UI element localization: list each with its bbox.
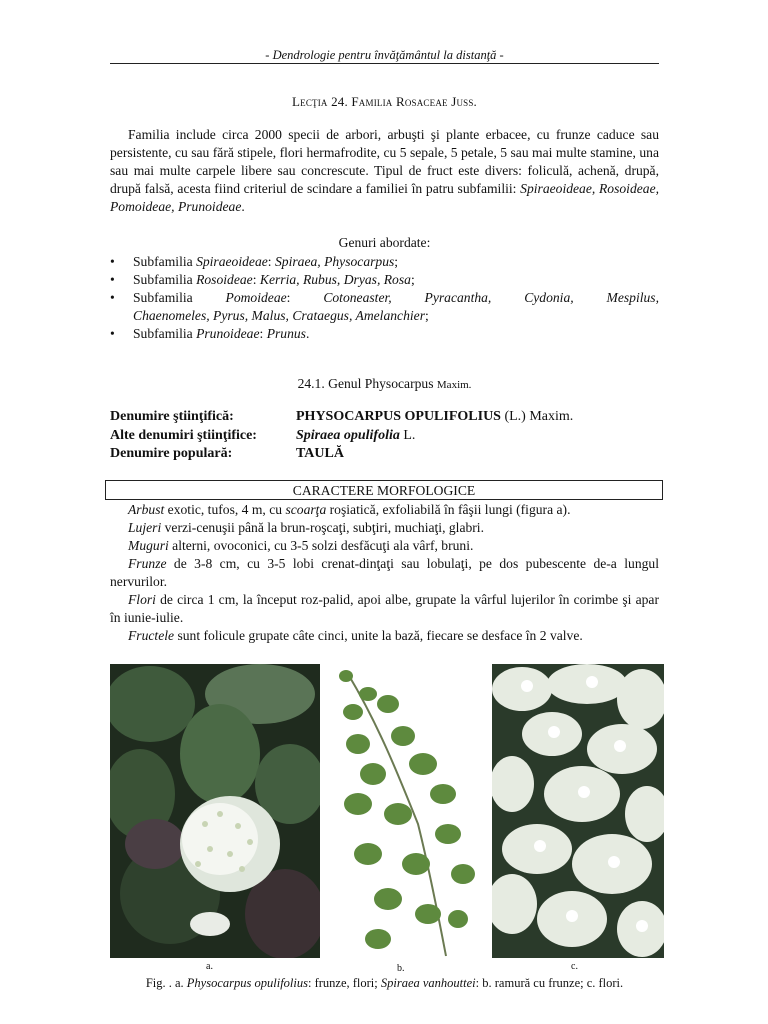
names-table bbox=[110, 408, 659, 464]
header-rule bbox=[110, 63, 659, 64]
genus-author: Maxim. bbox=[436, 379, 472, 391]
subfamily-genera: Prunus bbox=[266, 326, 306, 341]
photo-label-b: b. bbox=[397, 963, 405, 974]
list-item: • Subfamilia Prunoideae: Prunus. bbox=[110, 326, 310, 341]
bullet-icon: • bbox=[110, 290, 115, 305]
morph-paragraph: Muguri alterni, ovoconici, cu 3-5 solzi desfăcuţi ala vârf, bruni. bbox=[128, 538, 474, 553]
morph-paragraph: Frunze de 3-8 cm, cu 3-5 lobi crenat-dinţaţi sau lobulaţi, pe dos pubescente de-a lungul nervurilor. bbox=[110, 556, 659, 589]
other-names-row bbox=[110, 427, 659, 446]
list-item: • Subfamilia Spiraeoideae: Spiraea, Physocarpus; bbox=[110, 254, 399, 269]
morph-paragraph: Flori de circa 1 cm, la început roz-palid, apoi albe, grupate la vârful lujerilor în corimbe şi apar în iunie-iulie. bbox=[110, 592, 659, 625]
scientific-name-value: PHYSOCARPUS OPULIFOLIUS (L.) Maxim. bbox=[296, 409, 574, 424]
morph-characters bbox=[110, 501, 659, 645]
subfamily-prefix: Subfamilia bbox=[133, 272, 193, 287]
list-item-continuation: Chaenomeles, Pyrus, Malus, Crataegus, Amelanchier; bbox=[133, 308, 429, 323]
popular-name-label: Denumire populară: bbox=[110, 446, 233, 461]
subfamily-prefix: Subfamilia bbox=[133, 254, 193, 269]
photo-physocarpus-flowers bbox=[110, 664, 320, 958]
lesson-title bbox=[110, 94, 659, 110]
figure-caption: Fig. . a. Physocarpus opulifolius: frunze, flori; Spiraea vanhouttei: b. ramură cu frunze; c. flori. bbox=[145, 976, 624, 990]
intro-paragraph: Familia include circa 2000 specii de arbori, arbuşti şi plante erbacee, cu frunze caduce sau persistente, cu sau fără stipele, flori hermafrodite, cu 5 sepale, 5 petale, 5 sau mai multe stamine, una sau mai multe carpele libere sau concrescute. Tipul de fruct este divers: foliculă, achenă, drupă, drupă falsă, acesta fiind criteriul de scindare a familiei în patru subfamilii: Spiraeoideae, Rosoideae, Pomoideae, Prunoideae. bbox=[110, 127, 660, 214]
scientific-name-row bbox=[110, 408, 659, 427]
list-item: • Subfamilia Rosoideae: Kerria, Rubus, Dryas, Rosa; bbox=[110, 272, 415, 287]
bullet-icon: • bbox=[110, 272, 115, 287]
subfamily-genera: Kerria, Rubus, Dryas, Rosa bbox=[259, 272, 411, 287]
subfamily-name: Pomoideae bbox=[225, 290, 287, 305]
genera-heading: Genuri abordate: bbox=[338, 235, 431, 250]
bullet-icon: • bbox=[110, 254, 115, 269]
subfamily-name: Rosoideae bbox=[196, 272, 253, 287]
genera-list bbox=[110, 253, 659, 343]
family-name: Familia Rosaceae bbox=[351, 94, 448, 109]
subfamily-genera: Chaenomeles, Pyrus, Malus, Crataegus, Amelanchier bbox=[133, 308, 425, 323]
subfamily-genera: Spiraea, Physocarpus bbox=[274, 254, 395, 269]
morph-paragraph: Arbust exotic, tufos, 4 m, cu scoarţa roşiatică, exfoliabilă în fâşii lungi (figura a). bbox=[128, 502, 571, 517]
other-names-value: Spiraea opulifolia L. bbox=[296, 427, 416, 443]
list-item: • Subfamilia Pomoideae: Cotoneaster, Pyracantha, Cydonia, Mespilus, bbox=[110, 290, 659, 305]
morph-paragraph: Fructele sunt folicule grupate câte cinci, unite la bază, fiecare se desface în 2 valve. bbox=[128, 628, 583, 643]
family-author: Juss. bbox=[451, 94, 478, 109]
photo-label-c: c. bbox=[571, 961, 578, 972]
lesson-number: Lecţia 24. bbox=[291, 94, 348, 109]
section-title bbox=[110, 376, 659, 392]
scientific-name-label: Denumire ştiinţifică: bbox=[110, 409, 234, 424]
photo-spiraea-flowers bbox=[492, 664, 664, 958]
subfamily-genera: Cotoneaster, Pyracantha, Cydonia, Mespilus, bbox=[323, 290, 659, 305]
morph-box-title: CARACTERE MORFOLOGICE bbox=[105, 480, 663, 500]
popular-name-row bbox=[110, 445, 659, 464]
morph-paragraph: Lujeri verzi-cenuşii până la brun-roşcaţi, subţiri, muchiaţi, glabri. bbox=[128, 520, 484, 535]
subfamily-name: Spiraeoideae bbox=[196, 254, 268, 269]
running-header: - Dendrologie pentru învăţământul la distanţă - bbox=[265, 48, 504, 62]
photo-label-a: a. bbox=[206, 961, 213, 972]
subfamily-name: Prunoideae bbox=[196, 326, 260, 341]
genus-title: 24.1. Genul Physocarpus bbox=[297, 376, 434, 391]
intro-subfamilies: Spiraeoideae, Rosoideae, Pomoideae, Prunoideae bbox=[110, 181, 660, 214]
other-names-label: Alte denumiri ştiinţifice: bbox=[110, 427, 257, 443]
subfamily-prefix: Subfamilia bbox=[133, 326, 193, 341]
bullet-icon: • bbox=[110, 326, 115, 341]
subfamily-prefix: Subfamilia bbox=[133, 290, 193, 305]
intro-text: Familia include circa 2000 specii de arbori, arbuşti şi plante erbacee, cu frunze caduce sau persistente, cu sau fără stipele, flori hermafrodite, cu 5 sepale, 5 petale, 5 sau mai multe stamine, una sau mai multe carpele libere sau concrescute. Tipul de fruct este divers: foliculă, achenă, drupă, drupă falsă, acesta fiind criteriul de scindare a familiei în patru subfamilii: bbox=[110, 127, 659, 196]
popular-name-value: TAULĂ bbox=[296, 446, 344, 461]
photo-spiraea-branch bbox=[328, 664, 485, 960]
